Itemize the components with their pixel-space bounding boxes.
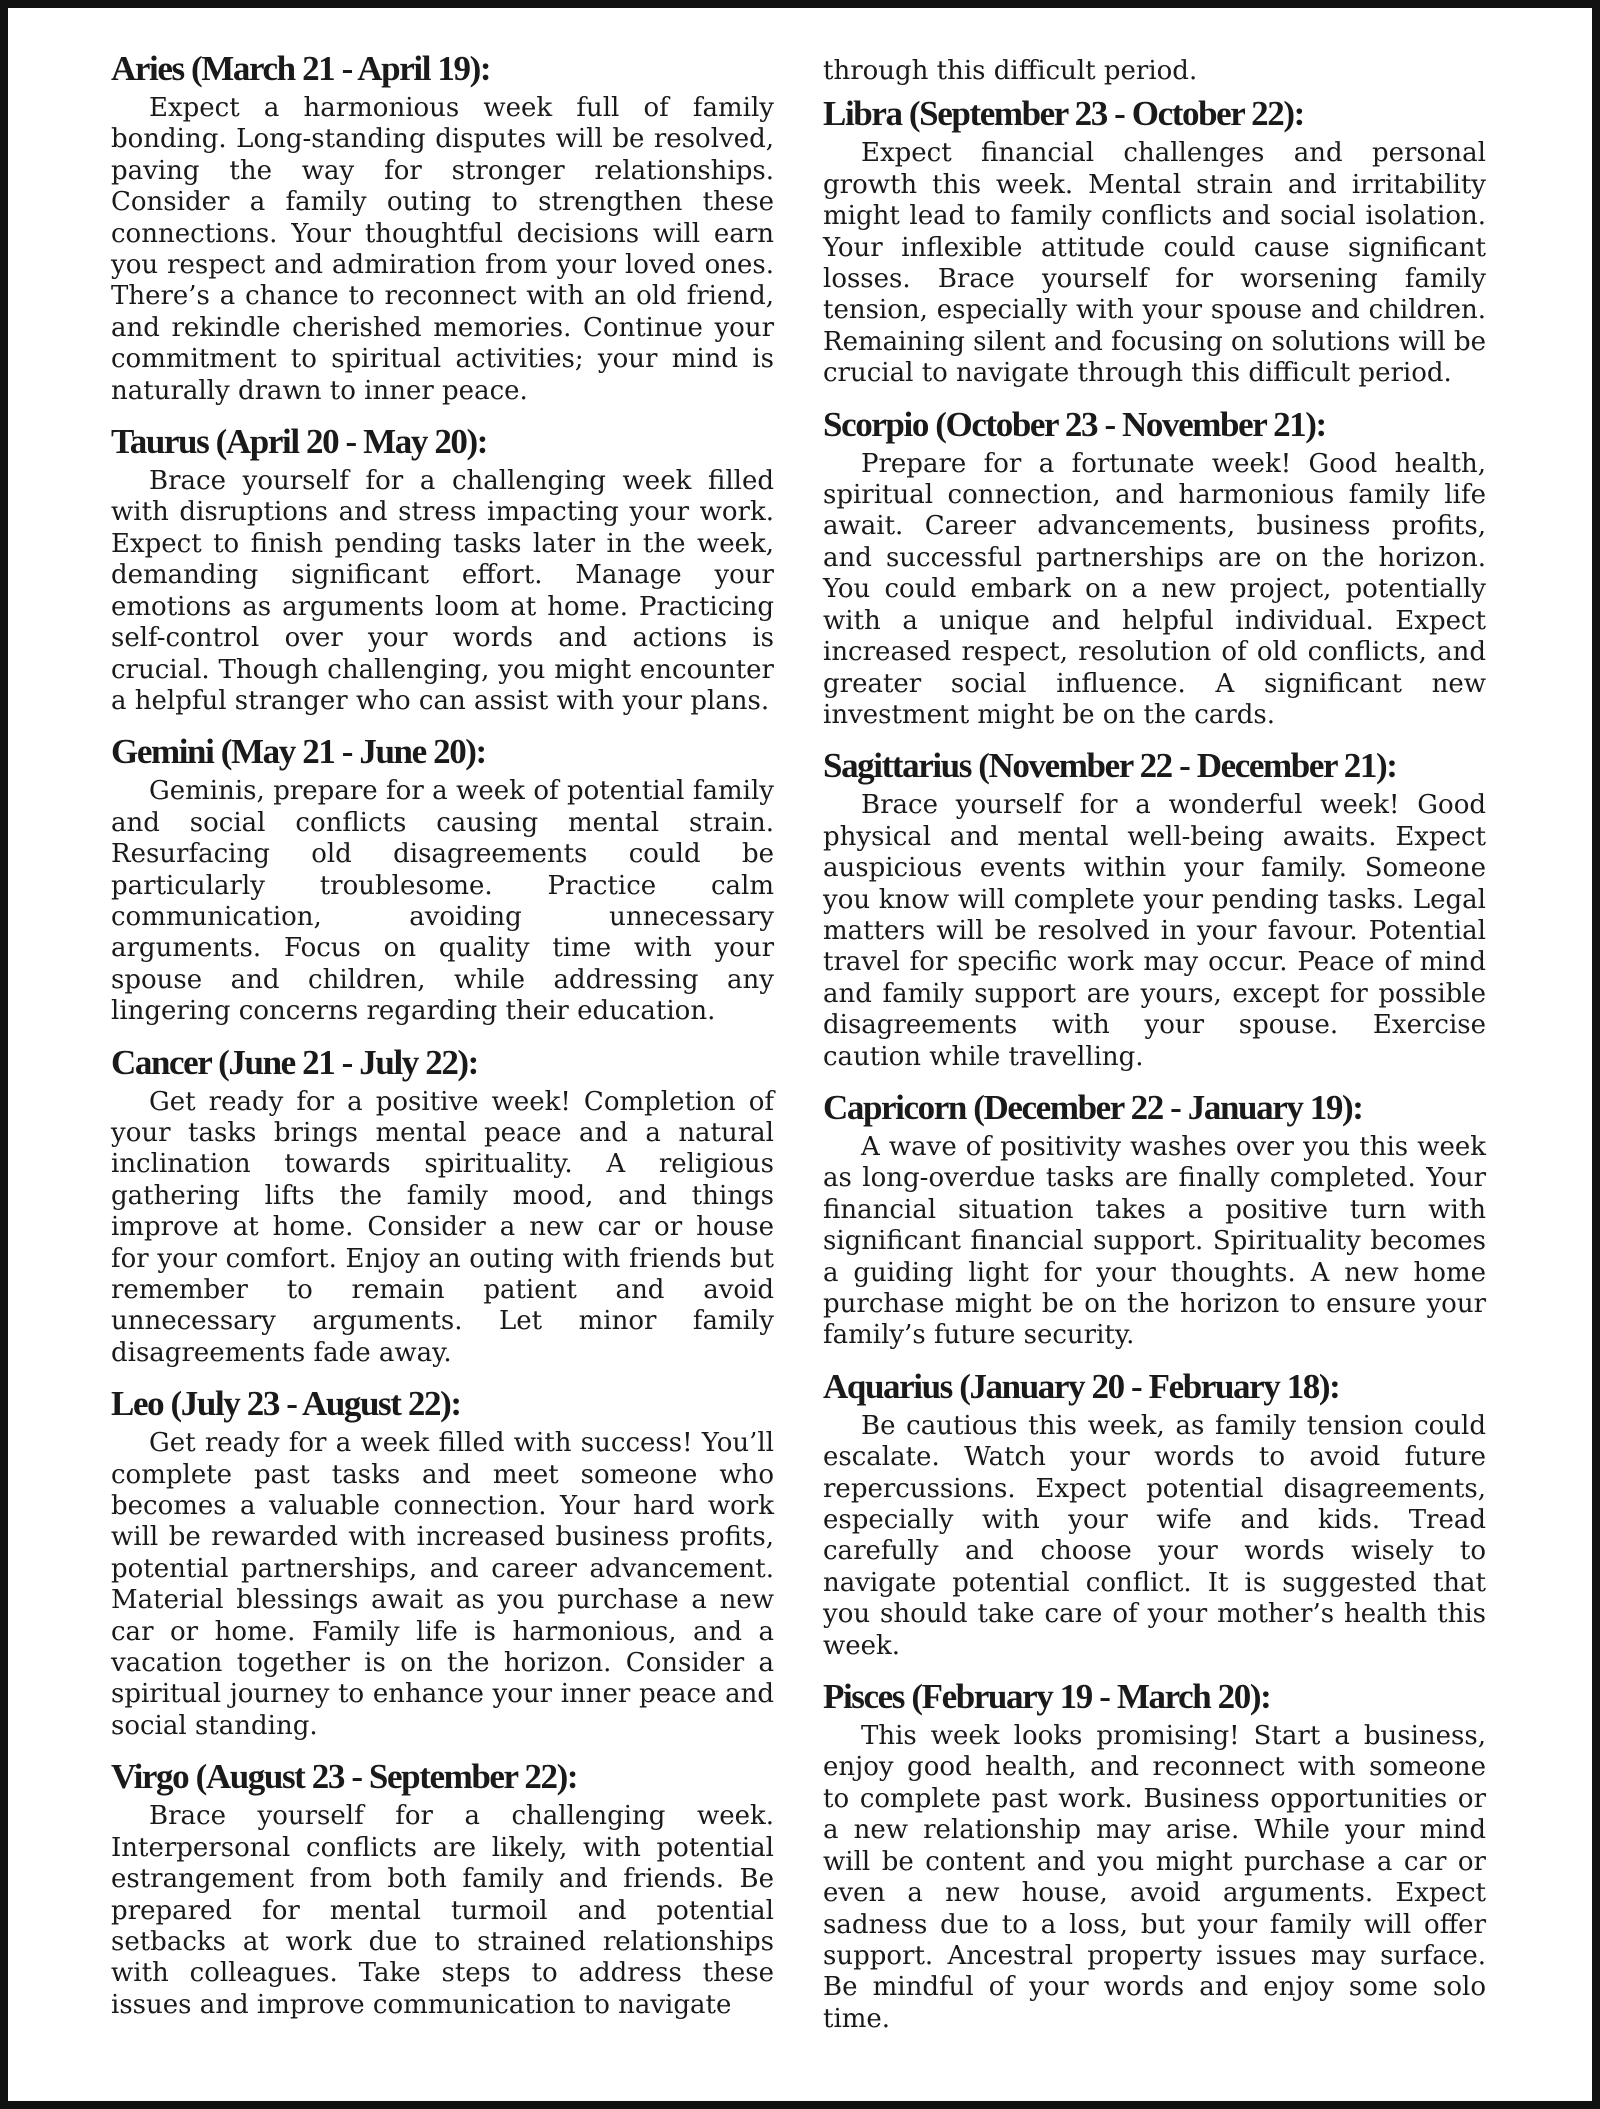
sign-aries — [111, 48, 774, 407]
right-column — [823, 48, 1486, 2049]
virgo-continuation: through this difficult period. — [823, 56, 1198, 86]
sign-text: This week looks promising! Start a business, enjoy good health, and reconnect with someone to complete past work. Business opportunities or a new relationship may arise. While your mind will be content and you might purchase a car or even a new house, avoid arguments. Expect sadness due to a loss, but your family will offer support. Ancestral property issues may surface. Be mindful of your words and enjoy some solo time. — [823, 1721, 1486, 2034]
sign-title: Taurus (April 20 - May 20): — [111, 422, 488, 462]
sign-title: Scorpio (October 23 - November 21): — [823, 404, 1326, 444]
sign-title: Leo (July 23 - August 22): — [111, 1384, 461, 1424]
sign-title: Sagittarius (November 22 - December 21): — [823, 746, 1397, 786]
sign-title: Gemini (May 21 - June 20): — [111, 732, 486, 772]
sign-title: Aquarius (January 20 - February 18): — [823, 1366, 1340, 1406]
sign-text: Be cautious this week, as family tension could escalate. Watch your words to avoid future repercussions. Expect potential disagreements, especially with your wife and kids. Tread carefully and choose your words wisely to navigate potential conflict. It is suggested that you should take care of your mother’s health this week. — [823, 1410, 1486, 1661]
sign-scorpio — [823, 404, 1486, 732]
sign-text: Get ready for a week filled with success! You’ll complete past tasks and meet someone who becomes a valuable connection. Your hard work will be rewarded with increased business profits, potential partnerships, and career advancement. Material blessings await as you purchase a new car or home. Family life is harmonious, and a vacation together is on the horizon. Consider a spiritual journey to enhance your inner peace and social standing. — [111, 1428, 774, 1741]
sign-leo — [111, 1383, 774, 1742]
sign-title: Aries (March 21 - April 19): — [111, 49, 491, 88]
sign-title: Libra (September 23 - October 22): — [823, 94, 1304, 134]
sign-text: Expect financial challenges and personal growth this week. Mental strain and irritability might lead to family conflicts and social isolation. Your inflexible attitude could cause significant losses. Brace yourself for worsening family tension, especially with your spouse and children. Remaining silent and focusing on solutions will be crucial to navigate through this difficult period. — [823, 138, 1486, 389]
sign-title: Pisces (February 19 - March 20): — [823, 1677, 1271, 1717]
sign-sagittarius — [823, 745, 1486, 1073]
sign-libra — [823, 93, 1486, 389]
sign-text: Expect a harmonious week full of family bonding. Long-standing disputes will be resolved, paving the way for stronger relationships. Consider a family outing to strengthen these connections. Your thoughtful decisions will earn you respect and admiration from your loved ones. There’s a chance to reconnect with an old friend, and rekindle cherished memories. Continue your commitment to spiritual activities; your mind is naturally drawn to inner peace. — [111, 93, 774, 406]
sign-title: Capricorn (December 22 - January 19): — [823, 1087, 1363, 1127]
sign-text: A wave of positivity washes over you this week as long-overdue tasks are finally completed. Your financial situation takes a positive turn with significant financial support. Spirituality becomes a guiding light for your thoughts. A new home purchase might be on the horizon to ensure your family’s future security. — [823, 1131, 1486, 1351]
sign-text: Get ready for a positive week! Completion of your tasks brings mental peace and a natural inclination towards spirituality. A religious gathering lifts the family mood, and things improve at home. Consider a new car or house for your comfort. Enjoy an outing with friends but remember to remain patient and avoid unnecessary arguments. Let minor family disagreements fade away. — [111, 1086, 774, 1368]
sign-capricorn — [823, 1087, 1486, 1352]
sign-title: Cancer (June 21 - July 22): — [111, 1042, 478, 1082]
sign-text: Brace yourself for a challenging week. Interpersonal conflicts are likely, with potential estrangement from both family and friends. Be prepared for mental turmoil and potential setbacks at work due to strained relationships with colleagues. Take steps to address these issues and improve communication to navigate — [111, 1801, 774, 2020]
sign-pisces — [823, 1676, 1486, 2035]
sign-title: Virgo (August 23 - September 22): — [111, 1757, 578, 1797]
sign-text: Geminis, prepare for a week of potential family and social conflicts causing mental strain. Resurfacing old disagreements could be particularly troublesome. Practice calm communication, avoiding unnecessary arguments. Focus on quality time with your spouse and children, while addressing any lingering concerns regarding their education. — [111, 776, 774, 1027]
left-column — [111, 48, 774, 2035]
sign-gemini — [111, 731, 774, 1027]
sign-taurus — [111, 421, 774, 717]
sign-aquarius — [823, 1366, 1486, 1662]
sign-text: Prepare for a fortunate week! Good health, spiritual connection, and harmonious family life await. Career advancements, business profits, and successful partnerships are on the horizon. You could embark on a new project, potentially with a unique and helpful individual. Expect increased respect, resolution of old conflicts, and greater social influence. A significant new investment might be on the cards. — [823, 448, 1486, 730]
sign-cancer — [111, 1042, 774, 1370]
sign-text: Brace yourself for a challenging week filled with disruptions and stress impacting your work. Expect to finish pending tasks later in the week, demanding significant effort. Manage your emotions as arguments loom at home. Practicing self-control over your words and actions is crucial. Though challenging, you might encounter a helpful stranger who can assist with your plans. — [111, 466, 774, 716]
sign-text: Brace yourself for a wonderful week! Good physical and mental well-being awaits. Expect auspicious events within your family. Someone you know will complete your pending tasks. Legal matters will be resolved in your favour. Potential travel for specific work may occur. Peace of mind and family support are yours, except for possible disagreements with your spouse. Exercise caution while travelling. — [823, 790, 1486, 1072]
sign-virgo — [111, 1756, 774, 2021]
